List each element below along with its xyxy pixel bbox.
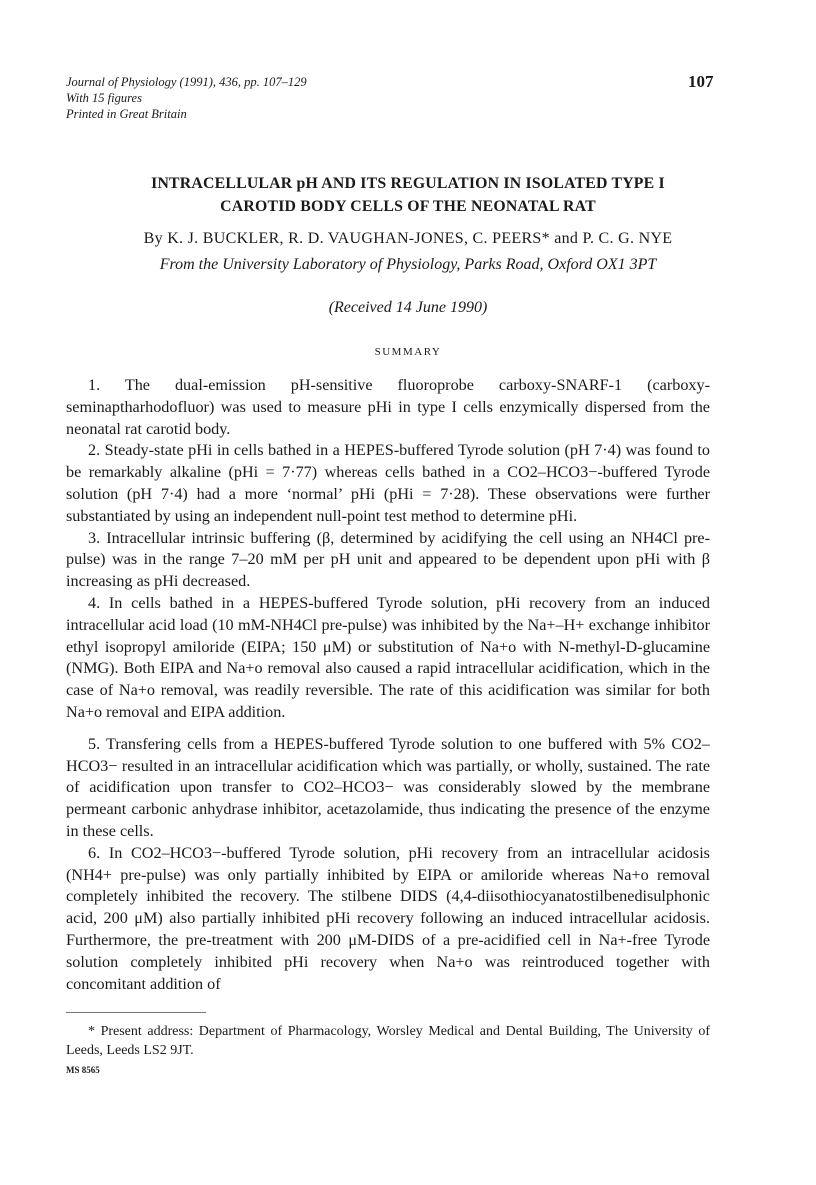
printed-in: Printed in Great Britain	[66, 107, 187, 121]
affiliation: From the University Laboratory of Physiology, Parks Road, Oxford OX1 3PT	[159, 256, 657, 273]
summary-paragraph-1: 1. The dual-emission pH-sensitive fluoroprobe carboxy-SNARF-1 (carboxy-seminaptharhodofluor) was used to measure pHi in type I cells enzymically dispersed from the neonatal rat carotid body.	[66, 376, 710, 438]
summary-heading: SUMMARY	[374, 346, 442, 358]
running-header	[66, 74, 307, 122]
summary-paragraph-4: 4. In cells bathed in a HEPES-buffered Tyrode solution, pHi recovery from an induced intracellular acid load (10 mM-NH4Cl pre-pulse) was inhibited by the Na+–H+ exchange inhibitor ethyl isopropyl amiloride (EIPA; 150 μM) or substitution of Na+o with N-methyl-D-glucamine (NMG). Both EIPA and Na+o removal also caused a rapid intracellular acidification, which in the case of Na+o removal, was readily reversible. The rate of this acidification was similar for both Na+o removal and EIPA addition.	[66, 593, 710, 721]
article-title	[60, 172, 756, 218]
title-line-1: INTRACELLULAR pH AND ITS REGULATION IN ISOLATED TYPE I	[151, 175, 665, 192]
footnote-rule	[66, 1012, 206, 1013]
figures-count: With 15 figures	[66, 91, 142, 105]
author-list: By K. J. BUCKLER, R. D. VAUGHAN-JONES, C. PEERS* and P. C. G. NYE	[143, 230, 673, 247]
footnote	[66, 1022, 710, 1060]
page-number: 107	[688, 72, 714, 91]
summary-paragraph-2: 2. Steady-state pHi in cells bathed in a HEPES-buffered Tyrode solution (pH 7·4) was found to be remarkably alkaline (pHi = 7·77) whereas cells bathed in a CO2–HCO3−-buffered Tyrode solution (pH 7·4) had a more ‘normal’ pHi (pHi = 7·28). These observations were further substantiated by using an independent null-point test method to determine pHi.	[66, 441, 710, 525]
summary-paragraph-5: 5. Transfering cells from a HEPES-buffered Tyrode solution to one buffered with 5% CO2–HCO3− resulted in an intracellular acidification which was partially, or wholly, sustained. The rate of acidification upon transfer to CO2–HCO3− was considerably slowed by the membrane permeant carbonic anhydrase inhibitor, acetazolamide, thus indicating the presence of the enzyme in these cells.	[66, 734, 710, 840]
journal-citation: Journal of Physiology (1991), 436, pp. 107–129	[66, 75, 307, 89]
summary-paragraph-6: 6. In CO2–HCO3−-buffered Tyrode solution, pHi recovery from an intracellular acidosis (NH4+ pre-pulse) was only partially inhibited by EIPA or amiloride whereas Na+o removal completely inhibited the recovery. The stilbene DIDS (4,4-diisothiocyanatostilbenedisulphonic acid, 200 μM) also partially inhibited pHi recovery following an induced intracellular acidosis. Furthermore, the pre-treatment with 200 μM-DIDS of a pre-acidified cell in Na+-free Tyrode solution completely inhibited pHi recovery when Na+o was reintroduced together with concomitant addition of	[66, 843, 710, 993]
summary-body	[66, 375, 710, 995]
footnote-text: * Present address: Department of Pharmacology, Worsley Medical and Dental Building, The University of Leeds, Leeds LS2 9JT.	[66, 1024, 710, 1058]
summary-paragraph-3: 3. Intracellular intrinsic buffering (β, determined by acidifying the cell using an NH4Cl pre-pulse) was in the range 7–20 mM per pH unit and appeared to be dependent upon pHi with β increasing as pHi decreased.	[66, 528, 710, 591]
received-date: (Received 14 June 1990)	[328, 299, 488, 316]
manuscript-code: MS 8565	[66, 1065, 100, 1075]
title-line-2: CAROTID BODY CELLS OF THE NEONATAL RAT	[220, 198, 596, 215]
